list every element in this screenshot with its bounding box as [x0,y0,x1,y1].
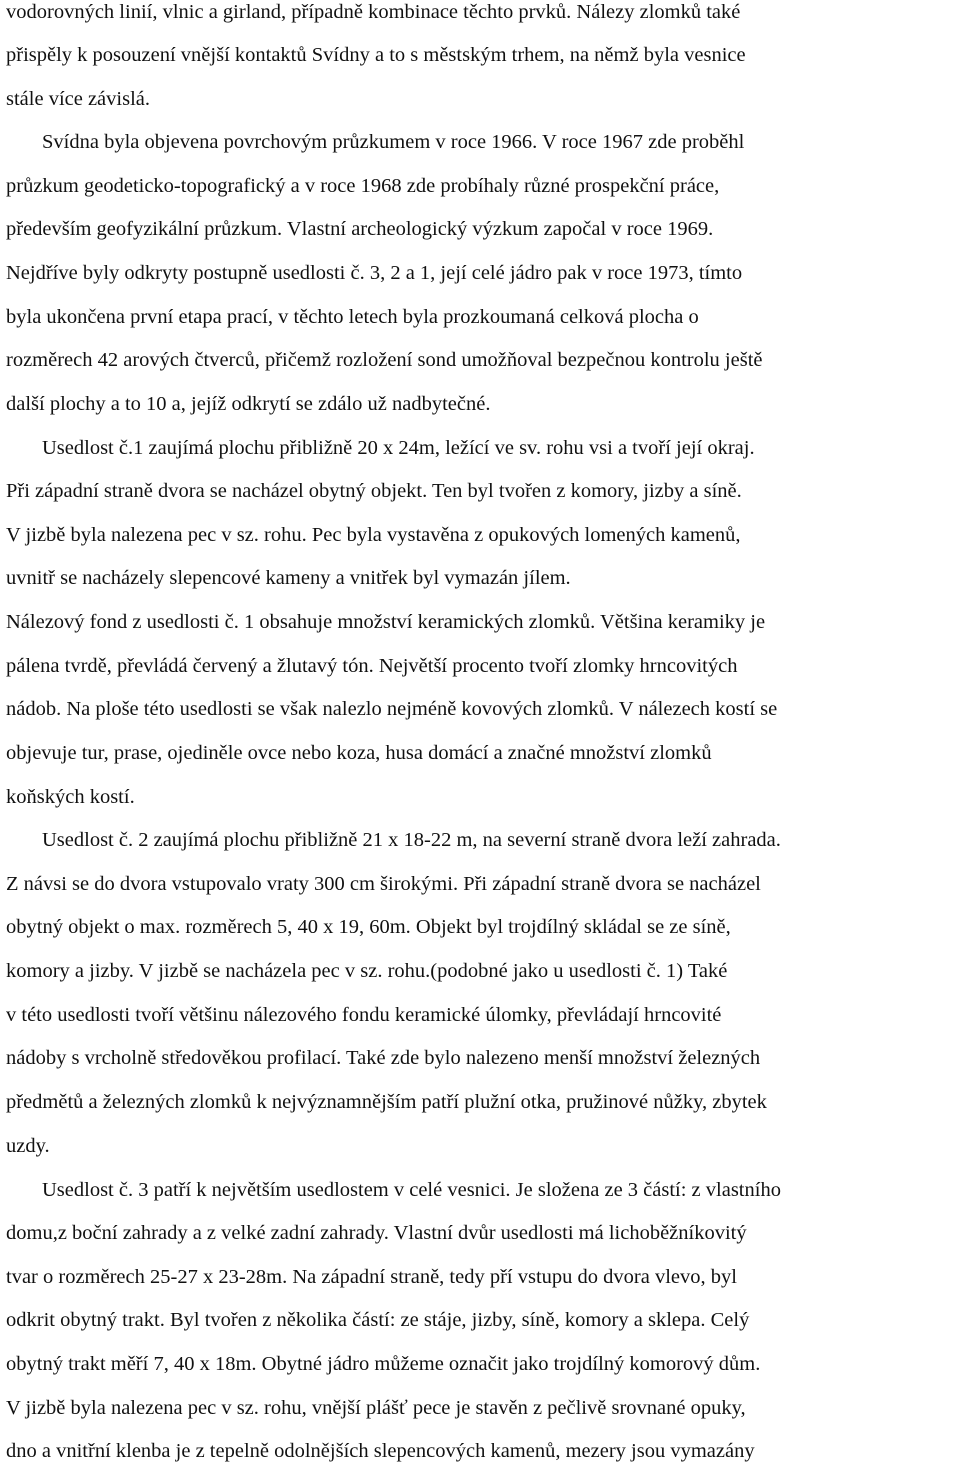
text-line: uvnitř se nacházely slepencové kameny a vnitřek byl vymazán jílem. [6,567,571,589]
text-line: obytný trakt měří 7, 40 x 18m. Obytné jádro můžeme označit jako trojdílný komorový dům. [6,1353,761,1375]
text-line: V jizbě byla nalezena pec v sz. rohu, vnější plášť pece je stavěn z pečlivě srovnané opuky, [6,1397,746,1419]
text-line: dno a vnitřní klenba je z tepelně odolnějších slepencových kamenů, mezery jsou vymazány [6,1440,755,1462]
text-line: Usedlost č. 2 zaujímá plochu přibližně 21 x 18-22 m, na severní straně dvora leží zahrada. [42,829,781,851]
text-line: Z návsi se do dvora vstupovalo vraty 300 cm širokými. Při západní straně dvora se nacházel [6,873,761,895]
text-line: komory a jizby. V jizbě se nacházela pec v sz. rohu.(podobné jako u usedlosti č. 1) Také [6,960,728,982]
text-line: domu,z boční zahrady a z velké zadní zahrady. Vlastní dvůr usedlosti má lichoběžníkovitý [6,1222,747,1244]
text-line: vodorovných linií, vlnic a girland, případně kombinace těchto prvků. Nálezy zlomků také [6,1,741,23]
text-line: Nejdříve byly odkryty postupně usedlosti č. 3, 2 a 1, její celé jádro pak v roce 1973, tímto [6,262,743,284]
text-line: odkrit obytný trakt. Byl tvořen z několika částí: ze stáje, jizby, síně, komory a sklepa. Celý [6,1309,750,1331]
text-line: v této usedlosti tvoří většinu nálezového fondu keramické úlomky, převládají hrncovité [6,1004,722,1026]
text-line: předmětů a železných zlomků k nejvýznamnějším patří plužní otka, pružinové nůžky, zbytek [6,1091,767,1113]
text-line: V jizbě byla nalezena pec v sz. rohu. Pec byla vystavěna z opukových lomených kamenů, [6,524,741,546]
text-line: další plochy a to 10 a, jejíž odkrytí se zdálo už nadbytečné. [6,393,491,415]
text-line: Nálezový fond z usedlosti č. 1 obsahuje množství keramických zlomků. Většina keramiky je [6,611,766,633]
text-line: Svídna byla objevena povrchovým průzkumem v roce 1966. V roce 1967 zde proběhl [42,131,745,153]
text-line: průzkum geodeticko-topografický a v roce 1968 zde probíhaly různé prospekční práce, [6,175,720,197]
text-line: nádob. Na ploše této usedlosti se však nalezlo nejméně kovových zlomků. V nálezech kostí se [6,698,778,720]
text-line: přispěly k posouzení vnější kontaktů Svídny a to s městským trhem, na němž byla vesnice [6,44,746,66]
text-line: byla ukončena první etapa prací, v těchto letech byla prozkoumaná celková plocha o [6,306,699,328]
text-line: Usedlost č.1 zaujímá plochu přibližně 20 x 24m, ležící ve sv. rohu vsi a tvoří její okraj. [42,437,755,459]
text-line: stále více závislá. [6,88,151,110]
text-line: koňských kostí. [6,786,135,808]
text-line: tvar o rozměrech 25-27 x 23-28m. Na západní straně, tedy pří vstupu do dvora vlevo, byl [6,1266,737,1288]
text-line: Při západní straně dvora se nacházel obytný objekt. Ten byl tvořen z komory, jizby a síně. [6,480,742,502]
text-line: nádoby s vrcholně středověkou profilací. Také zde bylo nalezeno menší množství železných [6,1047,761,1069]
text-line: uzdy. [6,1135,50,1157]
text-line: pálena tvrdě, převládá červený a žlutavý tón. Největší procento tvoří zlomky hrncovitých [6,655,738,677]
text-line: rozměrech 42 arových čtverců, přičemž rozložení sond umožňoval bezpečnou kontrolu ještě [6,349,763,371]
text-line: Usedlost č. 3 patří k největším usedlostem v celé vesnici. Je složena ze 3 částí: z vlastního [42,1179,781,1201]
text-line: objevuje tur, prase, ojediněle ovce nebo koza, husa domácí a značné množství zlomků [6,742,712,764]
text-line: především geofyzikální průzkum. Vlastní archeologický výzkum započal v roce 1969. [6,218,714,240]
text-line: obytný objekt o max. rozměrech 5, 40 x 19, 60m. Objekt byl trojdílný skládal se ze síně, [6,916,731,938]
